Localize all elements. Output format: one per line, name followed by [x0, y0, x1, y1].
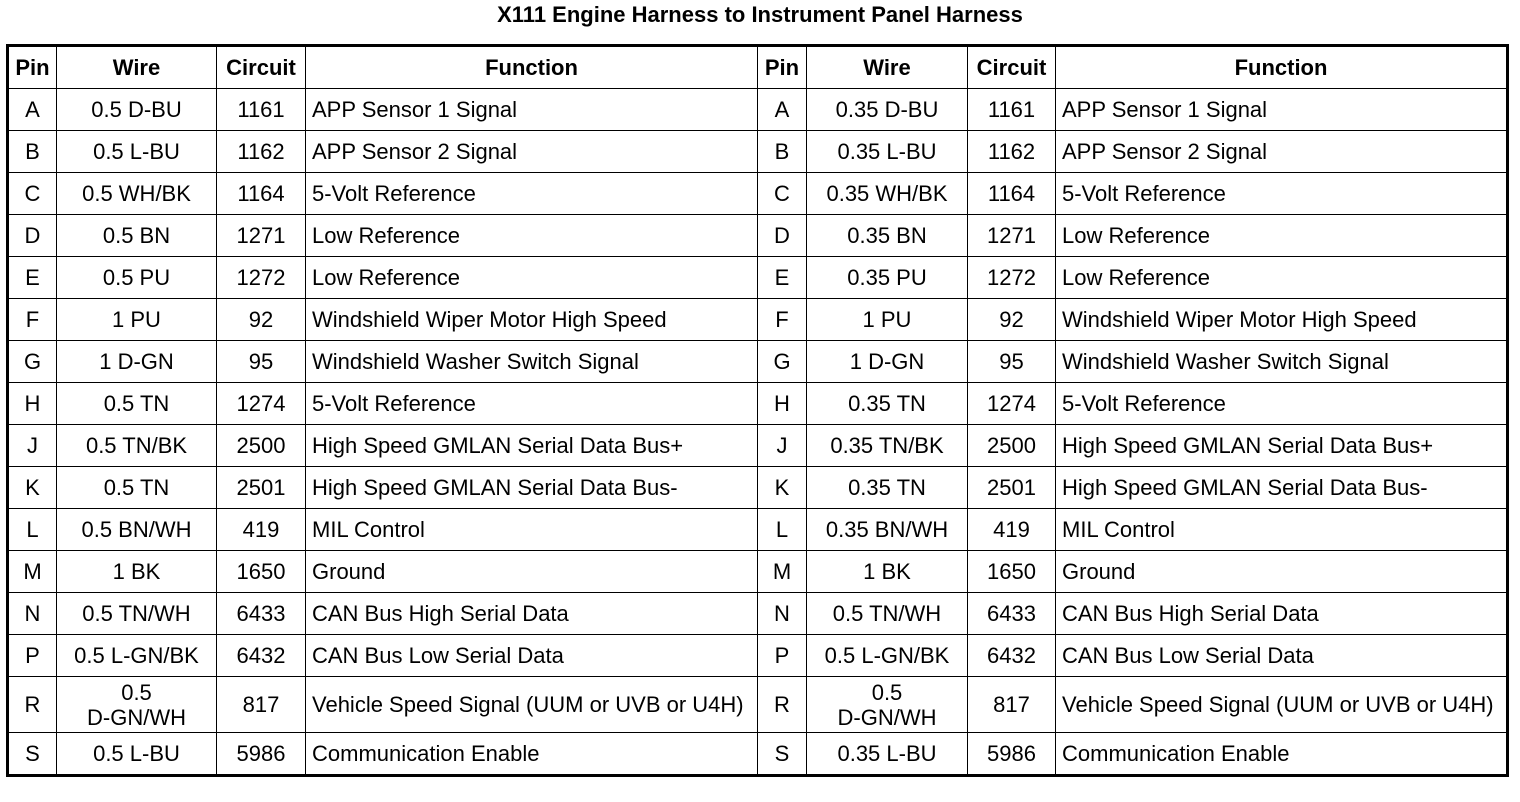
- header-function: Function: [1056, 46, 1508, 89]
- left-wire-cell: 1 D-GN: [57, 341, 217, 383]
- table-row: [8, 467, 1508, 509]
- table-row: [8, 257, 1508, 299]
- right-circuit-cell: 1271: [968, 215, 1056, 257]
- right-pin-cell: B: [758, 131, 807, 173]
- left-function-cell: Low Reference: [306, 215, 758, 257]
- table-row: [8, 551, 1508, 593]
- right-circuit-cell: 1650: [968, 551, 1056, 593]
- right-pin-cell: S: [758, 733, 807, 776]
- left-pin-cell: P: [8, 635, 57, 677]
- right-circuit-cell: 2501: [968, 467, 1056, 509]
- left-pin-cell: C: [8, 173, 57, 215]
- left-pin-cell: M: [8, 551, 57, 593]
- right-pin-cell: F: [758, 299, 807, 341]
- right-wire-cell: 0.35 PU: [807, 257, 968, 299]
- left-pin-cell: J: [8, 425, 57, 467]
- left-wire-cell: 0.5 L-BU: [57, 733, 217, 776]
- right-function-cell: Windshield Washer Switch Signal: [1056, 341, 1508, 383]
- header-pin: Pin: [8, 46, 57, 89]
- left-wire-cell: 0.5 D-GN/WH: [57, 677, 217, 733]
- left-wire-cell: 0.5 D-BU: [57, 89, 217, 131]
- table-row: [8, 425, 1508, 467]
- right-function-cell: APP Sensor 1 Signal: [1056, 89, 1508, 131]
- right-wire-cell: 1 BK: [807, 551, 968, 593]
- right-function-cell: 5-Volt Reference: [1056, 383, 1508, 425]
- right-wire-cell: 0.5 L-GN/BK: [807, 635, 968, 677]
- header-wire: Wire: [807, 46, 968, 89]
- left-wire-cell: 0.5 BN: [57, 215, 217, 257]
- left-wire-cell: 0.5 L-BU: [57, 131, 217, 173]
- right-pin-cell: P: [758, 635, 807, 677]
- right-pin-cell: L: [758, 509, 807, 551]
- right-function-cell: CAN Bus High Serial Data: [1056, 593, 1508, 635]
- right-circuit-cell: 1274: [968, 383, 1056, 425]
- right-function-cell: Low Reference: [1056, 215, 1508, 257]
- right-function-cell: Communication Enable: [1056, 733, 1508, 776]
- right-pin-cell: N: [758, 593, 807, 635]
- left-wire-cell: 0.5 TN: [57, 467, 217, 509]
- left-function-cell: APP Sensor 1 Signal: [306, 89, 758, 131]
- right-circuit-cell: 1272: [968, 257, 1056, 299]
- left-pin-cell: K: [8, 467, 57, 509]
- right-wire-cell: 0.35 BN: [807, 215, 968, 257]
- left-pin-cell: D: [8, 215, 57, 257]
- left-pin-cell: N: [8, 593, 57, 635]
- right-circuit-cell: 1161: [968, 89, 1056, 131]
- right-function-cell: CAN Bus Low Serial Data: [1056, 635, 1508, 677]
- right-function-cell: Vehicle Speed Signal (UUM or UVB or U4H): [1056, 677, 1508, 733]
- right-function-cell: APP Sensor 2 Signal: [1056, 131, 1508, 173]
- header-circuit: Circuit: [968, 46, 1056, 89]
- table-row: [8, 509, 1508, 551]
- right-circuit-cell: 6433: [968, 593, 1056, 635]
- left-function-cell: Ground: [306, 551, 758, 593]
- left-function-cell: 5-Volt Reference: [306, 383, 758, 425]
- right-circuit-cell: 2500: [968, 425, 1056, 467]
- left-circuit-cell: 817: [217, 677, 306, 733]
- table-row: [8, 89, 1508, 131]
- right-circuit-cell: 419: [968, 509, 1056, 551]
- table-row: [8, 593, 1508, 635]
- left-wire-cell: 0.5 TN/WH: [57, 593, 217, 635]
- left-pin-cell: F: [8, 299, 57, 341]
- left-pin-cell: L: [8, 509, 57, 551]
- left-circuit-cell: 2501: [217, 467, 306, 509]
- right-circuit-cell: 95: [968, 341, 1056, 383]
- left-circuit-cell: 5986: [217, 733, 306, 776]
- left-wire-cell: 1 BK: [57, 551, 217, 593]
- right-function-cell: Windshield Wiper Motor High Speed: [1056, 299, 1508, 341]
- left-circuit-cell: 1274: [217, 383, 306, 425]
- right-function-cell: Low Reference: [1056, 257, 1508, 299]
- right-circuit-cell: 6432: [968, 635, 1056, 677]
- left-wire-cell: 0.5 TN/BK: [57, 425, 217, 467]
- left-circuit-cell: 1164: [217, 173, 306, 215]
- right-pin-cell: M: [758, 551, 807, 593]
- left-circuit-cell: 1650: [217, 551, 306, 593]
- left-circuit-cell: 1272: [217, 257, 306, 299]
- right-circuit-cell: 1164: [968, 173, 1056, 215]
- left-circuit-cell: 6433: [217, 593, 306, 635]
- table-row: [8, 173, 1508, 215]
- left-function-cell: CAN Bus High Serial Data: [306, 593, 758, 635]
- right-wire-cell: 0.5 D-GN/WH: [807, 677, 968, 733]
- left-pin-cell: S: [8, 733, 57, 776]
- right-wire-cell: 0.35 WH/BK: [807, 173, 968, 215]
- table-row: [8, 215, 1508, 257]
- right-function-cell: 5-Volt Reference: [1056, 173, 1508, 215]
- right-function-cell: Ground: [1056, 551, 1508, 593]
- right-wire-cell: 0.35 TN/BK: [807, 425, 968, 467]
- table-row: [8, 131, 1508, 173]
- right-wire-cell: 0.35 L-BU: [807, 733, 968, 776]
- right-function-cell: High Speed GMLAN Serial Data Bus-: [1056, 467, 1508, 509]
- table-row: [8, 733, 1508, 776]
- left-function-cell: High Speed GMLAN Serial Data Bus+: [306, 425, 758, 467]
- left-circuit-cell: 2500: [217, 425, 306, 467]
- right-wire-cell: 0.5 TN/WH: [807, 593, 968, 635]
- right-wire-cell: 0.35 L-BU: [807, 131, 968, 173]
- header-circuit: Circuit: [217, 46, 306, 89]
- right-pin-cell: D: [758, 215, 807, 257]
- right-wire-cell: 0.35 TN: [807, 383, 968, 425]
- left-function-cell: 5-Volt Reference: [306, 173, 758, 215]
- left-function-cell: Windshield Washer Switch Signal: [306, 341, 758, 383]
- left-function-cell: Vehicle Speed Signal (UUM or UVB or U4H): [306, 677, 758, 733]
- table-row: [8, 299, 1508, 341]
- left-circuit-cell: 419: [217, 509, 306, 551]
- right-wire-cell: 1 D-GN: [807, 341, 968, 383]
- right-function-cell: MIL Control: [1056, 509, 1508, 551]
- right-circuit-cell: 1162: [968, 131, 1056, 173]
- right-pin-cell: G: [758, 341, 807, 383]
- left-pin-cell: A: [8, 89, 57, 131]
- right-pin-cell: C: [758, 173, 807, 215]
- right-pin-cell: A: [758, 89, 807, 131]
- header-function: Function: [306, 46, 758, 89]
- table-row: [8, 635, 1508, 677]
- right-circuit-cell: 817: [968, 677, 1056, 733]
- left-function-cell: Windshield Wiper Motor High Speed: [306, 299, 758, 341]
- left-wire-cell: 0.5 WH/BK: [57, 173, 217, 215]
- left-circuit-cell: 1162: [217, 131, 306, 173]
- right-pin-cell: K: [758, 467, 807, 509]
- left-function-cell: CAN Bus Low Serial Data: [306, 635, 758, 677]
- right-pin-cell: E: [758, 257, 807, 299]
- left-pin-cell: G: [8, 341, 57, 383]
- right-circuit-cell: 5986: [968, 733, 1056, 776]
- left-wire-cell: 0.5 L-GN/BK: [57, 635, 217, 677]
- header-wire: Wire: [57, 46, 217, 89]
- left-function-cell: MIL Control: [306, 509, 758, 551]
- left-function-cell: APP Sensor 2 Signal: [306, 131, 758, 173]
- left-circuit-cell: 1271: [217, 215, 306, 257]
- left-wire-cell: 1 PU: [57, 299, 217, 341]
- right-pin-cell: J: [758, 425, 807, 467]
- right-pin-cell: H: [758, 383, 807, 425]
- header-pin: Pin: [758, 46, 807, 89]
- left-pin-cell: B: [8, 131, 57, 173]
- table-row: [8, 677, 1508, 733]
- left-circuit-cell: 92: [217, 299, 306, 341]
- right-pin-cell: R: [758, 677, 807, 733]
- right-function-cell: High Speed GMLAN Serial Data Bus+: [1056, 425, 1508, 467]
- left-wire-cell: 0.5 BN/WH: [57, 509, 217, 551]
- left-wire-cell: 0.5 TN: [57, 383, 217, 425]
- right-wire-cell: 0.35 TN: [807, 467, 968, 509]
- right-circuit-cell: 92: [968, 299, 1056, 341]
- right-wire-cell: 1 PU: [807, 299, 968, 341]
- left-function-cell: Low Reference: [306, 257, 758, 299]
- left-pin-cell: H: [8, 383, 57, 425]
- left-pin-cell: R: [8, 677, 57, 733]
- left-circuit-cell: 6432: [217, 635, 306, 677]
- left-pin-cell: E: [8, 257, 57, 299]
- pinout-table: [6, 44, 1509, 777]
- right-wire-cell: 0.35 D-BU: [807, 89, 968, 131]
- left-function-cell: Communication Enable: [306, 733, 758, 776]
- right-wire-cell: 0.35 BN/WH: [807, 509, 968, 551]
- left-function-cell: High Speed GMLAN Serial Data Bus-: [306, 467, 758, 509]
- table-title: X111 Engine Harness to Instrument Panel Harness: [497, 2, 1023, 27]
- left-circuit-cell: 95: [217, 341, 306, 383]
- table-row: [8, 383, 1508, 425]
- header-row: [8, 46, 1508, 89]
- table-row: [8, 341, 1508, 383]
- left-circuit-cell: 1161: [217, 89, 306, 131]
- left-wire-cell: 0.5 PU: [57, 257, 217, 299]
